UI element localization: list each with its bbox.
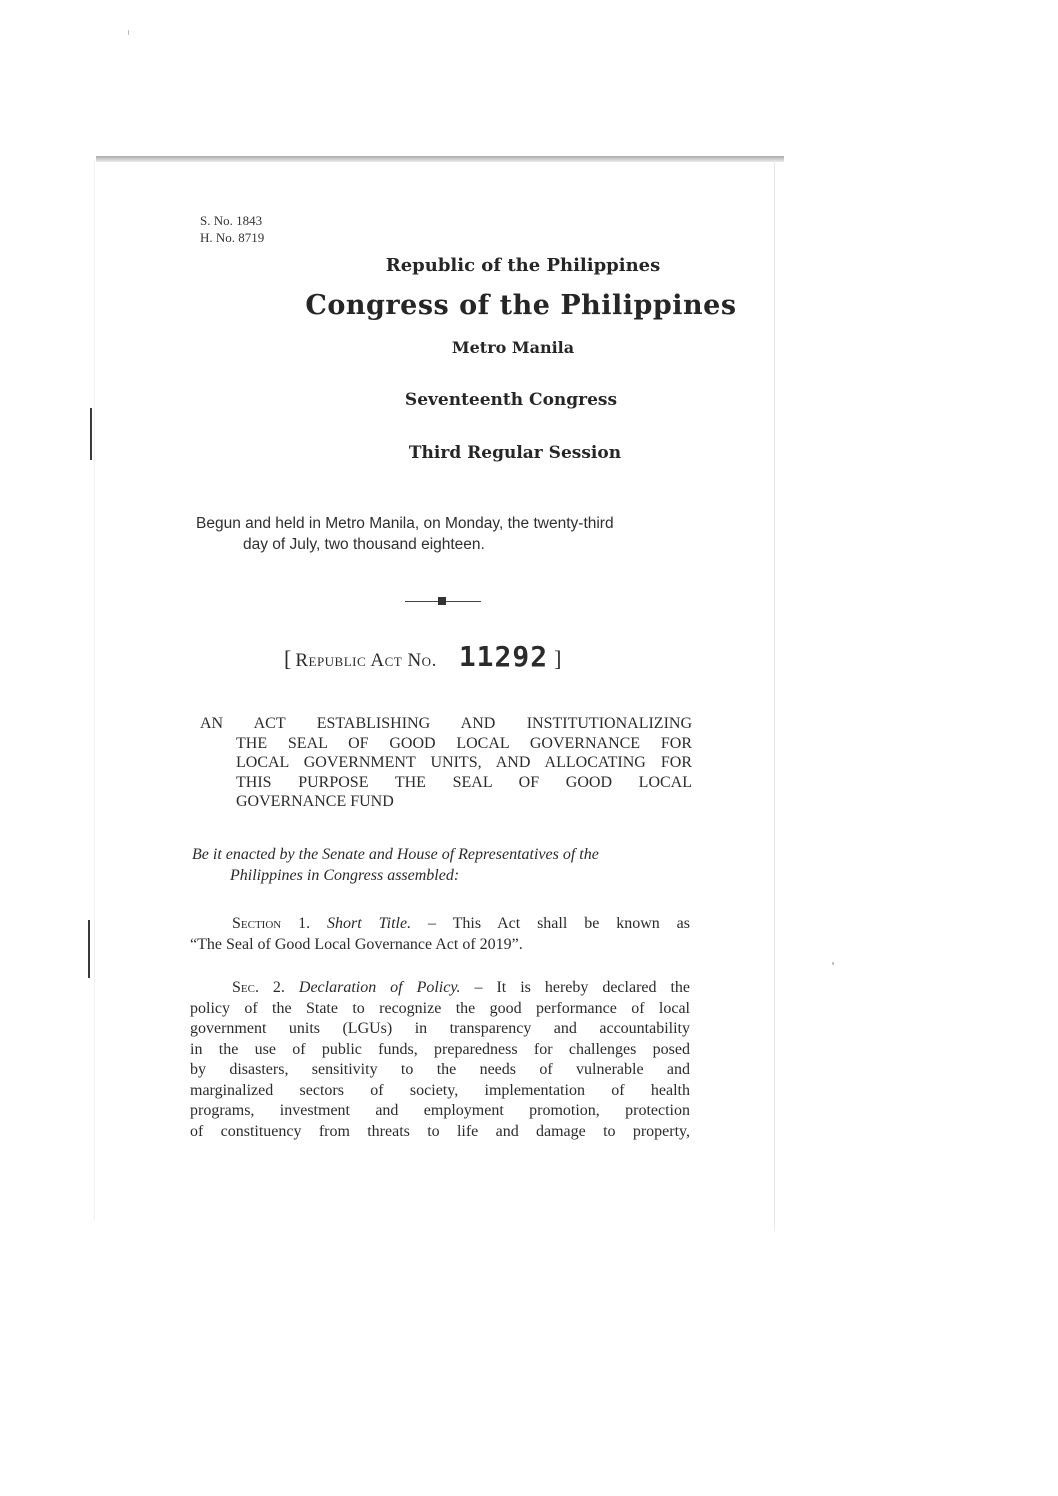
separator-square-icon [438, 597, 446, 605]
section-2-line: marginalized sectors of society, implementation of health [190, 1081, 690, 1099]
section-2 [190, 978, 690, 1142]
scan-speck [128, 30, 129, 35]
section-1-line-2: “The Seal of Good Local Governance Act of 2019”. [190, 935, 523, 953]
margin-mark [88, 920, 90, 978]
republic-act-label: Republic Act No. [295, 650, 437, 671]
act-title [200, 714, 692, 812]
senate-bill-number: S. No. 1843 [200, 213, 263, 228]
location-heading: Metro Manila [451, 338, 575, 357]
house-bill-number: H. No. 8719 [200, 230, 265, 245]
open-bracket: [ [284, 646, 292, 671]
congress-number-heading: Seventeenth Congress [404, 390, 618, 410]
act-title-line: AN ACT ESTABLISHING AND INSTITUTIONALIZING [200, 715, 692, 732]
section-1 [190, 914, 690, 955]
act-title-line: THE SEAL OF GOOD LOCAL GOVERNANCE FOR [236, 734, 692, 752]
convened-line-2: day of July, two thousand eighteen. [243, 536, 485, 553]
act-title-line: THIS PURPOSE THE SEAL OF GOOD LOCAL [236, 773, 692, 791]
convened-line-1: Begun and held in Metro Manila, on Monday, the twenty-third [196, 515, 614, 532]
republic-heading: Republic of the Philippines [385, 255, 661, 276]
section-1-line-1 [190, 914, 690, 935]
section-2-line-1 [190, 978, 690, 999]
enacting-clause [192, 845, 692, 886]
session-heading: Third Regular Session [408, 443, 622, 463]
section-1-heading: Section 1. [232, 915, 311, 932]
enacting-line-2: Philippines in Congress assembled: [230, 866, 460, 884]
scan-speck [832, 962, 834, 965]
section-2-line: by disasters, sensitivity to the needs of vulnerable and [190, 1061, 690, 1078]
act-title-line: GOVERNANCE FUND [236, 793, 394, 810]
convened-statement [196, 513, 696, 555]
enacting-line-1: Be it enacted by the Senate and House of Representatives of the [192, 846, 599, 863]
section-2-line: policy of the State to recognize the good performance of local [190, 999, 690, 1017]
section-2-title: Declaration of Policy. [298, 979, 461, 996]
ornamental-separator [405, 594, 481, 608]
section-2-line: in the use of public funds, preparedness for challenges posed [190, 1040, 690, 1058]
close-bracket: ] [554, 646, 562, 671]
scan-top-edge [96, 156, 784, 162]
section-1-text: – This Act shall be known as [411, 915, 690, 932]
section-2-line: programs, investment and employment promotion, protection [190, 1102, 690, 1119]
republic-act-number-line [284, 640, 561, 673]
section-2-text: – It is hereby declared the [460, 979, 691, 996]
section-2-line: government units (LGUs) in transparency and accountability [190, 1020, 690, 1037]
section-2-heading: Sec. 2. [232, 979, 285, 996]
republic-act-number: 11292 [458, 640, 549, 673]
act-title-line: LOCAL GOVERNMENT UNITS, AND ALLOCATING FOR [236, 754, 692, 771]
section-1-title: Short Title. [327, 915, 412, 932]
docket-numbers [200, 212, 264, 246]
section-2-line: of constituency from threats to life and damage to property, [190, 1122, 690, 1140]
congress-heading: Congress of the Philippines [305, 290, 737, 321]
